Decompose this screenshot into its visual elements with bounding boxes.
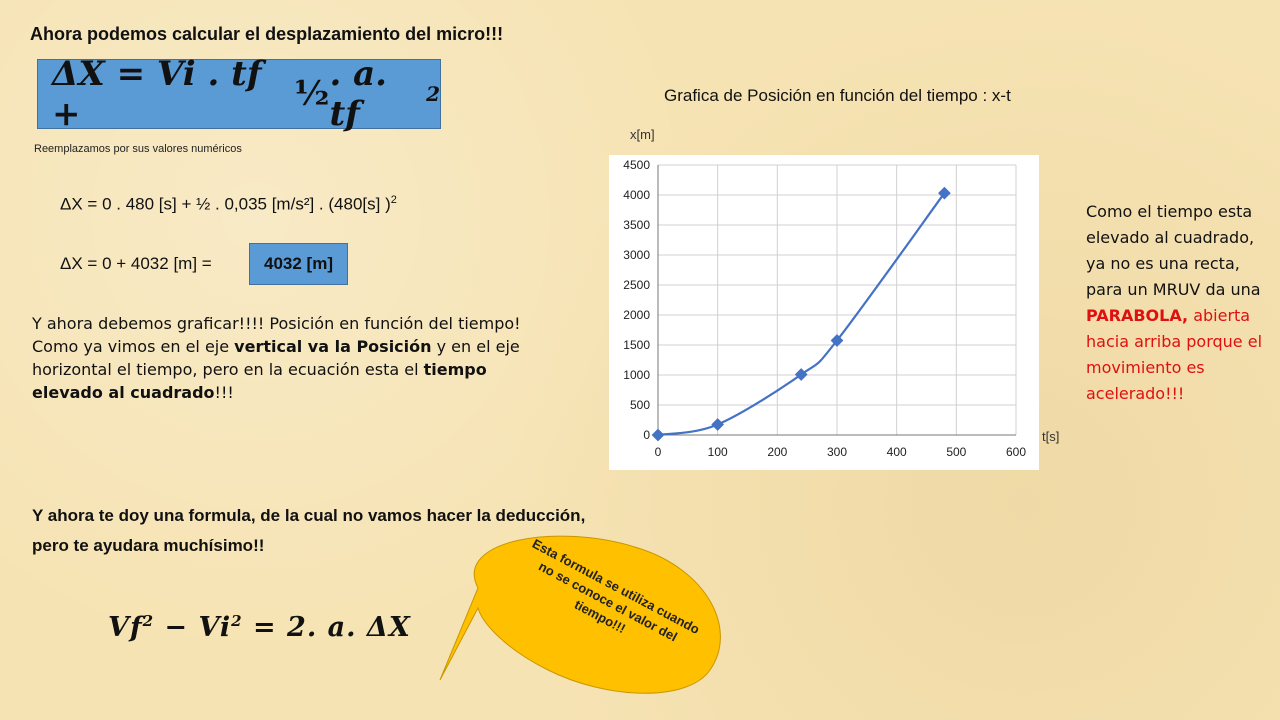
y-tick-label: 4500 [623,158,650,172]
data-point [652,429,665,442]
x-tick-label: 0 [654,445,662,459]
position-time-chart [609,155,1039,470]
formula2-exp1: 2 [142,612,155,630]
data-point [711,418,724,431]
formula2-rhs: = 2. a. ΔX [242,612,411,643]
side-explanation [1086,199,1276,407]
formula-lhs: ΔX = Vi . tf + [52,54,262,134]
x-tick-label: 500 [946,445,967,459]
side-text-normal: Como el tiempo esta elevado al cuadrado, ya no es una recta, para un MRUV da una [1086,202,1261,299]
chart-title: Grafica de Posición en función del tiempo : x-t [664,86,1011,105]
explanation-line2e: !!! [214,383,234,402]
torricelli-formula [108,612,411,643]
explanation-line1: Y ahora debemos graficar!!!! Posición en función del tiempo! [32,314,521,333]
formula-intro: Y ahora te doy una formula, de la cual no vamos hacer la deducción, pero te ayudara muchísimo!! [32,506,586,555]
y-tick-label: 3000 [623,248,650,262]
y-tick-label: 500 [629,398,650,412]
result-box: 4032 [m] [249,243,348,285]
formula2-vf: Vf [108,612,143,643]
y-tick-label: 1000 [623,368,650,382]
x-tick-label: 300 [826,445,848,459]
x-tick-label: 400 [886,445,907,459]
speech-bubble [438,530,738,700]
explanation-vertical: vertical va la Posición [234,337,432,356]
page-title: Ahora podemos calcular el desplazamiento del micro!!! [30,24,504,44]
x-tick-label: 200 [767,445,788,459]
equation-substitution [60,194,397,215]
series-line [658,193,944,435]
replace-note: Reemplazamos por sus valores numéricos [34,143,242,155]
y-axis-label: x[m] [630,127,655,142]
explanation-line2a: Como ya vimos en el eje [32,337,235,356]
y-tick-label: 4000 [623,188,650,202]
formula-half: ½ [294,74,330,114]
y-tick-label: 2500 [623,278,650,292]
chart-panel [609,155,1039,470]
x-axis-label: t[s] [1042,429,1060,444]
explanation-paragraph [32,312,522,404]
side-text-red: abierta hacia arriba porque el movimiento es acelerado!!! [1086,306,1263,403]
bubble-text: Esta formula se utiliza cuando no se conoce el valor del tiempo!!! [529,535,703,645]
displacement-formula-box [37,54,441,134]
equation-substitution-text: ΔX = 0 . 480 [s] + ½ . 0,035 [m/s²] . (480[s] ) [60,194,391,214]
explanation-line2c: y en el eje horizontal el tiempo, pero en la ecuación esta el [32,337,520,379]
y-tick-label: 1500 [623,338,650,352]
x-tick-label: 600 [1005,445,1027,459]
y-tick-label: 3500 [623,218,650,232]
explanation-squared: tiempo elevado al cuadrado [32,360,487,402]
data-point [795,368,808,381]
y-tick-label: 0 [643,428,650,442]
side-text-parabola: PARABOLA, [1086,306,1189,325]
equation-result: ΔX = 0 + 4032 [m] = [60,254,212,273]
y-tick-label: 2000 [623,308,650,322]
formula-exponent: 2 [426,82,440,106]
x-tick-label: 100 [707,445,728,459]
formula2-vi: − Vi [154,612,232,643]
formula-rhs: . a. tf [329,54,388,134]
equation-substitution-exp: 2 [390,194,397,206]
formula2-exp2: 2 [231,612,243,630]
